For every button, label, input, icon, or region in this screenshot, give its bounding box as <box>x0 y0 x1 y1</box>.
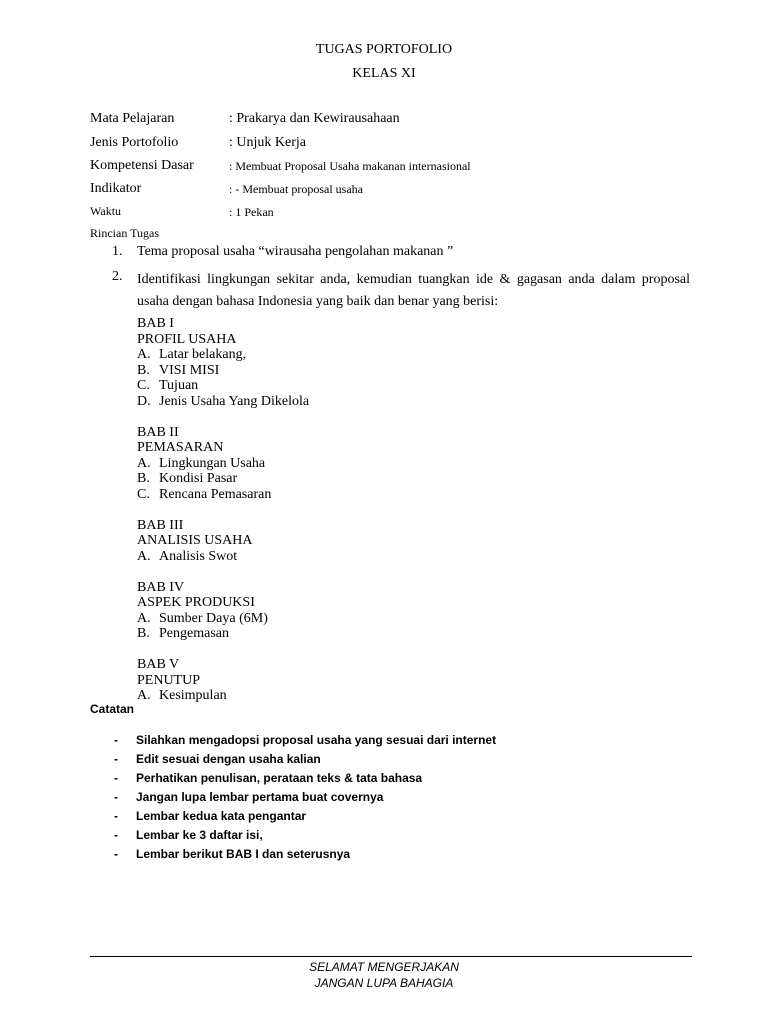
list-number: 1. <box>112 244 123 259</box>
chapter-title: PEMASARAN <box>137 440 224 455</box>
chapter-title: PROFIL USAHA <box>137 331 237 347</box>
chapter-item: B. VISI MISI <box>137 362 220 378</box>
field-label: Kompetensi Dasar <box>90 158 194 173</box>
chapter-item: B. Kondisi Pasar <box>137 471 238 486</box>
chapter-item: A. Latar belakang, <box>137 347 247 362</box>
field-value: : Prakarya dan Kewirausahaan <box>229 111 400 126</box>
document-subtitle: KELAS XI <box>352 66 416 81</box>
field-jenis-portofolio <box>90 135 690 155</box>
field-kompetensi-dasar <box>90 158 690 178</box>
chapter-bab: BAB II <box>137 424 179 440</box>
chapter-item: A. Kesimpulan <box>137 688 227 703</box>
field-value: : 1 Pekan <box>229 205 274 219</box>
field-value: : Unjuk Kerja <box>229 135 306 150</box>
field-value: : Membuat Proposal Usaha makanan internasional <box>229 159 471 173</box>
field-mata-pelajaran <box>90 111 690 131</box>
footer-line: JANGAN LUPA BAHAGIA <box>314 976 454 990</box>
document-title: TUGAS PORTOFOLIO <box>315 42 453 57</box>
catatan-heading: Catatan <box>90 702 135 716</box>
field-value: : - Membuat proposal usaha <box>229 182 363 196</box>
chapter-title: ASPEK PRODUKSI <box>137 595 255 610</box>
field-label: Jenis Portofolio <box>90 135 179 150</box>
document-page: TUGAS PORTOFOLIO KELAS XI Mata Pelajaran : Prakarya dan Kewirausahaan Jenis Portofolio : Unjuk Kerja Kompetensi Dasar : Membuat Proposal Usaha makanan internasional Indikator : - Membuat proposal usaha Waktu : 1 Pekan Rincian Tugas 1. Tema proposal usaha “wirausaha pengolahan makanan ” 2. Identifikasi lingkungan sekitar anda, kemudian tuangkan ide & gagasan anda dalam proposal usaha dengan bahasa Indonesia yang baik dan benar yang berisi: BAB I PROFIL USAHA A. Latar belakang, B. VISI MISI C. Tujuan D. Jenis Usaha Yang Dikelola BAB II PEMASARAN A. Lingkungan Usaha B. Kondisi Pasar C. Rencana Pemasaran BAB III ANALISIS USAHA A. Analisis Swot BAB IV ASPEK PRODUKSI A. Sumber Daya (6M) B. Pengemasan BAB V PENUTUP A. Kesimpulan Catatan - Silahkan mengadopsi proposal usaha yang sesuai dari internet - Edit sesuai dengan usaha kalian - Perhatikan penulisan, perataan teks & tata bahasa - Jangan lupa lembar pertama buat covernya - Lembar kedua kata pengantar - Lembar ke 3 daftar isi, - Lembar berikut BAB I dan seterusnya SELAMAT MENGERJAKAN JANGAN LUPA BAHAGIA <box>0 0 768 1024</box>
field-indikator <box>90 181 690 201</box>
chapter-item: B. Pengemasan <box>137 626 229 641</box>
chapter-item: A. Sumber Daya (6M) <box>137 610 268 626</box>
chapter-bab: BAB V <box>137 657 180 672</box>
chapter-title: ANALISIS USAHA <box>137 533 253 548</box>
field-label: Waktu <box>90 204 122 218</box>
chapter-item: C. Rencana Pemasaran <box>137 486 272 502</box>
field-label: Mata Pelajaran <box>90 111 175 126</box>
chapter-outline <box>137 316 309 704</box>
task-line: usaha dengan bahasa Indonesia yang baik dan benar yang berisi: <box>137 294 499 309</box>
field-waktu <box>90 204 690 224</box>
footer-line: SELAMAT MENGERJAKAN <box>309 960 459 974</box>
footer-divider <box>90 956 692 957</box>
chapter-bab: BAB IV <box>137 579 185 595</box>
list-number: 2. <box>112 269 123 284</box>
chapter-item: A. Lingkungan Usaha <box>137 455 266 471</box>
rincian-heading: Rincian Tugas <box>90 226 160 240</box>
chapter-bab: BAB I <box>137 316 174 331</box>
chapter-bab: BAB III <box>137 517 184 533</box>
chapter-item: A. Analisis Swot <box>137 548 238 564</box>
chapter-item: C. Tujuan <box>137 378 199 393</box>
chapter-item: D. Jenis Usaha Yang Dikelola <box>137 393 310 409</box>
field-label: Indikator <box>90 181 142 196</box>
chapter-title: PENUTUP <box>137 672 201 688</box>
task-line: Identifikasi lingkungan sekitar anda, kemudian tuangkan ide & gagasan anda dalam proposal <box>137 272 690 287</box>
task-item-text: Tema proposal usaha “wirausaha pengolahan makanan ” <box>137 244 454 259</box>
task-item-text <box>137 269 690 313</box>
